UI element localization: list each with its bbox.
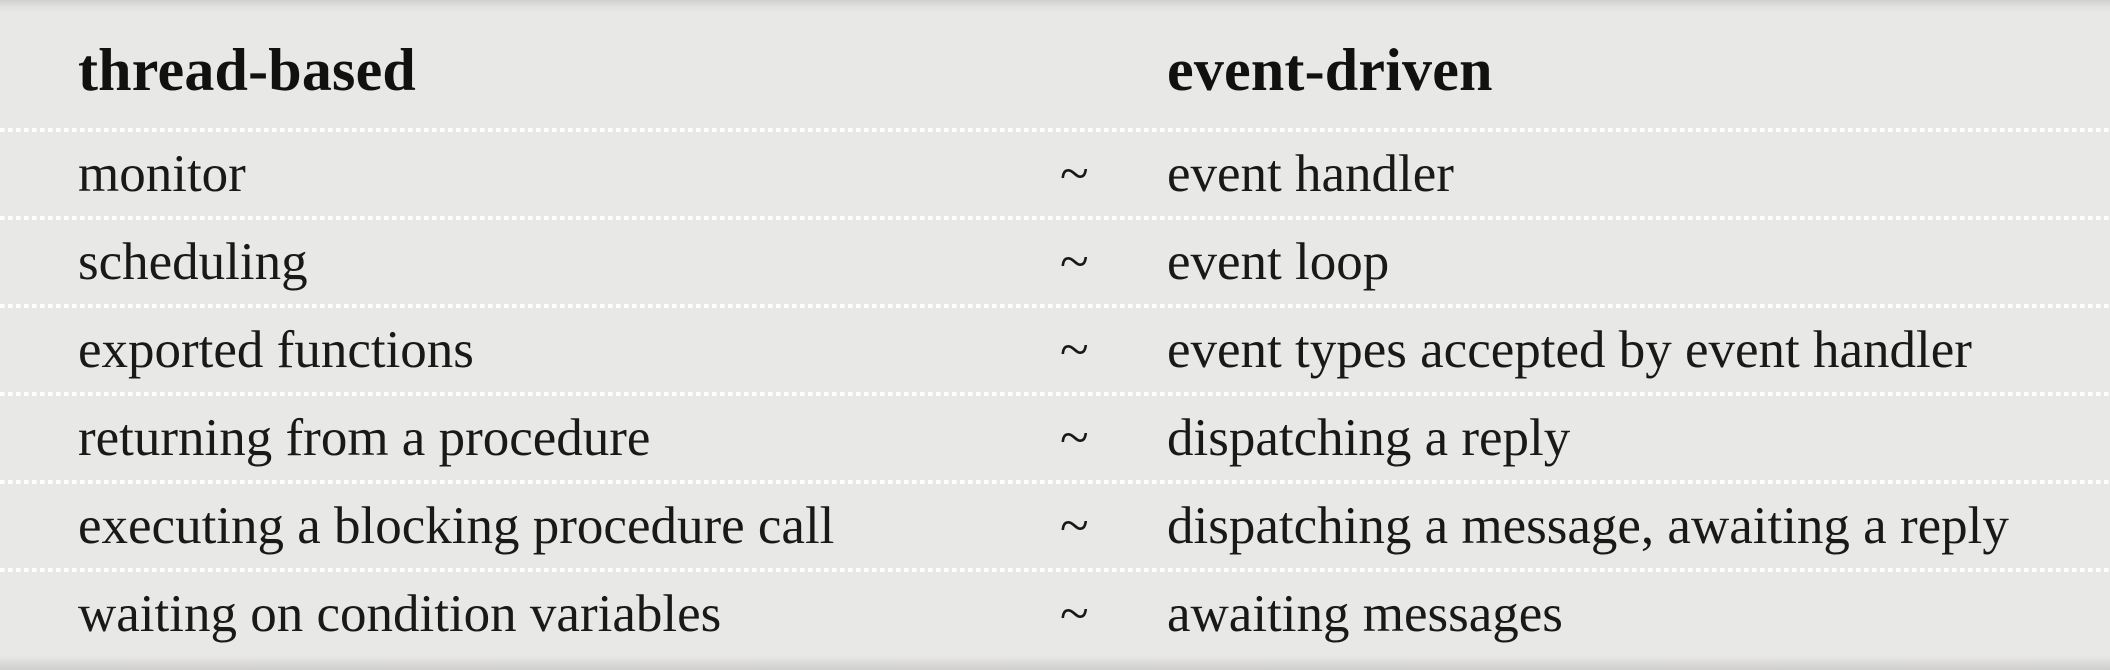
table-header-row xyxy=(0,12,2110,128)
column-header-event-driven: event-driven xyxy=(1167,36,1493,103)
thread-based-cell: executing a blocking procedure call xyxy=(78,497,835,555)
bottom-edge-band xyxy=(0,656,2110,670)
thread-based-cell: returning from a procedure xyxy=(78,409,651,467)
table-row xyxy=(0,396,2110,480)
thread-based-cell: scheduling xyxy=(78,233,308,291)
table-row xyxy=(0,132,2110,216)
event-driven-cell: dispatching a message, awaiting a reply xyxy=(1167,497,2009,555)
thread-based-cell: waiting on condition variables xyxy=(78,585,722,643)
tilde-separator: ~ xyxy=(1060,409,1089,467)
tilde-separator: ~ xyxy=(1060,233,1089,291)
table-row xyxy=(0,484,2110,568)
tilde-separator: ~ xyxy=(1060,145,1089,203)
table-row xyxy=(0,572,2110,656)
table-row xyxy=(0,220,2110,304)
tilde-separator: ~ xyxy=(1060,585,1089,643)
event-driven-cell: event types accepted by event handler xyxy=(1167,321,1972,379)
thread-based-cell: monitor xyxy=(78,145,246,203)
comparison-table xyxy=(0,12,2110,656)
top-edge-band xyxy=(0,0,2110,12)
tilde-separator: ~ xyxy=(1060,321,1089,379)
event-driven-cell: awaiting messages xyxy=(1167,585,1563,643)
event-driven-cell: dispatching a reply xyxy=(1167,409,1571,467)
event-driven-cell: event handler xyxy=(1167,145,1454,203)
tilde-separator: ~ xyxy=(1060,497,1089,555)
column-header-thread-based: thread-based xyxy=(78,36,416,103)
thread-based-cell: exported functions xyxy=(78,321,474,379)
table-row xyxy=(0,308,2110,392)
event-driven-cell: event loop xyxy=(1167,233,1390,291)
